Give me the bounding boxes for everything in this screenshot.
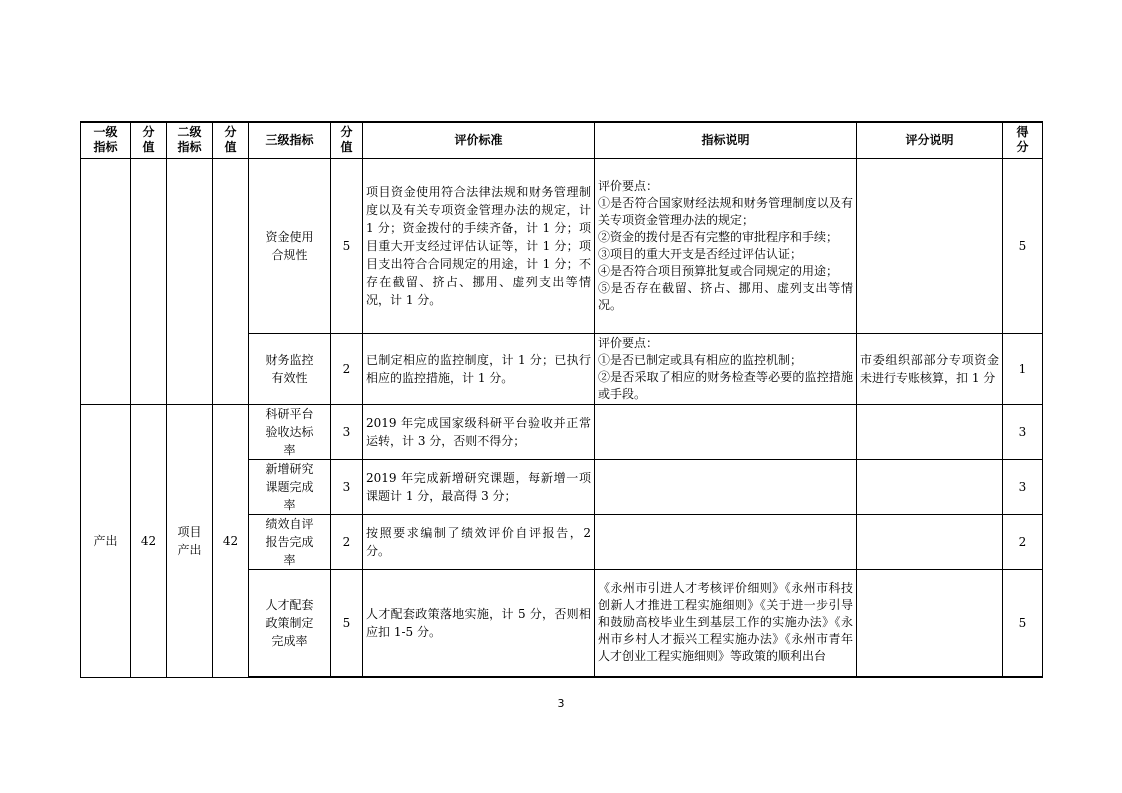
evaluation-standard: 已制定相应的监控制度，计 1 分；已执行相应的监控措施，计 1 分。 [363, 333, 595, 404]
level3-weight: 2 [331, 514, 363, 569]
scoring-note [857, 404, 1003, 459]
score: 3 [1003, 404, 1043, 459]
header-level3-indicator: 三级指标 [249, 122, 331, 158]
level2-weight-cell-continued [213, 158, 249, 404]
header-indicator-description: 指标说明 [595, 122, 857, 158]
score: 5 [1003, 158, 1043, 333]
level3-indicator: 财务监控 有效性 [249, 333, 331, 404]
level3-weight: 2 [331, 333, 363, 404]
score: 5 [1003, 569, 1043, 677]
score: 3 [1003, 459, 1043, 514]
level3-indicator: 新增研究 课题完成 率 [249, 459, 331, 514]
evaluation-standard: 人才配套政策落地实施，计 5 分，否则相应扣 1-5 分。 [363, 569, 595, 677]
level1-indicator: 产出 [81, 404, 131, 677]
header-level2-weight: 分 值 [213, 122, 249, 158]
indicator-description [595, 404, 857, 459]
evaluation-table [80, 121, 1043, 678]
header-scoring-note: 评分说明 [857, 122, 1003, 158]
indicator-description [595, 459, 857, 514]
level1-weight: 42 [131, 404, 167, 677]
header-level1-weight: 分 值 [131, 122, 167, 158]
level3-weight: 3 [331, 404, 363, 459]
evaluation-standard: 按照要求编制了绩效评价自评报告，2 分。 [363, 514, 595, 569]
evaluation-standard: 2019 年完成新增研究课题，每新增一项课题计 1 分，最高得 3 分； [363, 459, 595, 514]
table-row [81, 404, 1043, 459]
scoring-note [857, 158, 1003, 333]
level3-weight: 3 [331, 459, 363, 514]
indicator-description [595, 514, 857, 569]
indicator-description: 《永州市引进人才考核评价细则》《永州市科技创新人才推进工程实施细则》《关于进一步引导和鼓励高校毕业生到基层工作的实施办法》《永州市乡村人才振兴工程实施办法》《永州市青年人才创业工程实施细则》等政策的顺利出台 [595, 569, 857, 677]
level1-weight-cell-continued [131, 158, 167, 404]
table-row [81, 158, 1043, 333]
level2-weight: 42 [213, 404, 249, 677]
level2-cell-continued [167, 158, 213, 404]
indicator-description: 评价要点： ①是否符合国家财经法规和财务管理制度以及有关专项资金管理办法的规定； ②资金的拨付是否有完整的审批程序和手续； ③项目的重大开支是否经过评估认证； ④是否符合项目预算批复或合同规定的用途； ⑤是否存在截留、挤占、挪用、虚列支出等情况。 [595, 158, 857, 333]
scoring-note [857, 459, 1003, 514]
header-score: 得 分 [1003, 122, 1043, 158]
evaluation-standard: 2019 年完成国家级科研平台验收并正常运转，计 3 分，否则不得分； [363, 404, 595, 459]
level3-indicator: 资金使用 合规性 [249, 158, 331, 333]
header-evaluation-standard: 评价标准 [363, 122, 595, 158]
scoring-note: 市委组织部部分专项资金未进行专账核算，扣 1 分 [857, 333, 1003, 404]
level1-cell-continued [81, 158, 131, 404]
header-level2-indicator: 二级 指标 [167, 122, 213, 158]
header-level3-weight: 分 值 [331, 122, 363, 158]
page-number: 3 [557, 697, 565, 710]
evaluation-standard: 项目资金使用符合法律法规和财务管理制度以及有关专项资金管理办法的规定，计 1 分；资金拨付的手续齐备，计 1 分；项目重大开支经过评估认证等，计 1 分；项目支出符合合同规定的用途，计 1 分；不存在截留、挤占、挪用、虚列支出等情况，计 1 分。 [363, 158, 595, 333]
level3-indicator: 人才配套 政策制定 完成率 [249, 569, 331, 677]
scoring-note [857, 569, 1003, 677]
level3-weight: 5 [331, 569, 363, 677]
level3-weight: 5 [331, 158, 363, 333]
level3-indicator: 绩效自评 报告完成 率 [249, 514, 331, 569]
score: 1 [1003, 333, 1043, 404]
level2-indicator: 项目 产出 [167, 404, 213, 677]
header-level1-indicator: 一级 指标 [81, 122, 131, 158]
scoring-note [857, 514, 1003, 569]
score: 2 [1003, 514, 1043, 569]
level3-indicator: 科研平台 验收达标 率 [249, 404, 331, 459]
indicator-description: 评价要点： ①是否已制定或具有相应的监控机制； ②是否采取了相应的财务检查等必要的监控措施或手段。 [595, 333, 857, 404]
header-row [81, 122, 1043, 158]
